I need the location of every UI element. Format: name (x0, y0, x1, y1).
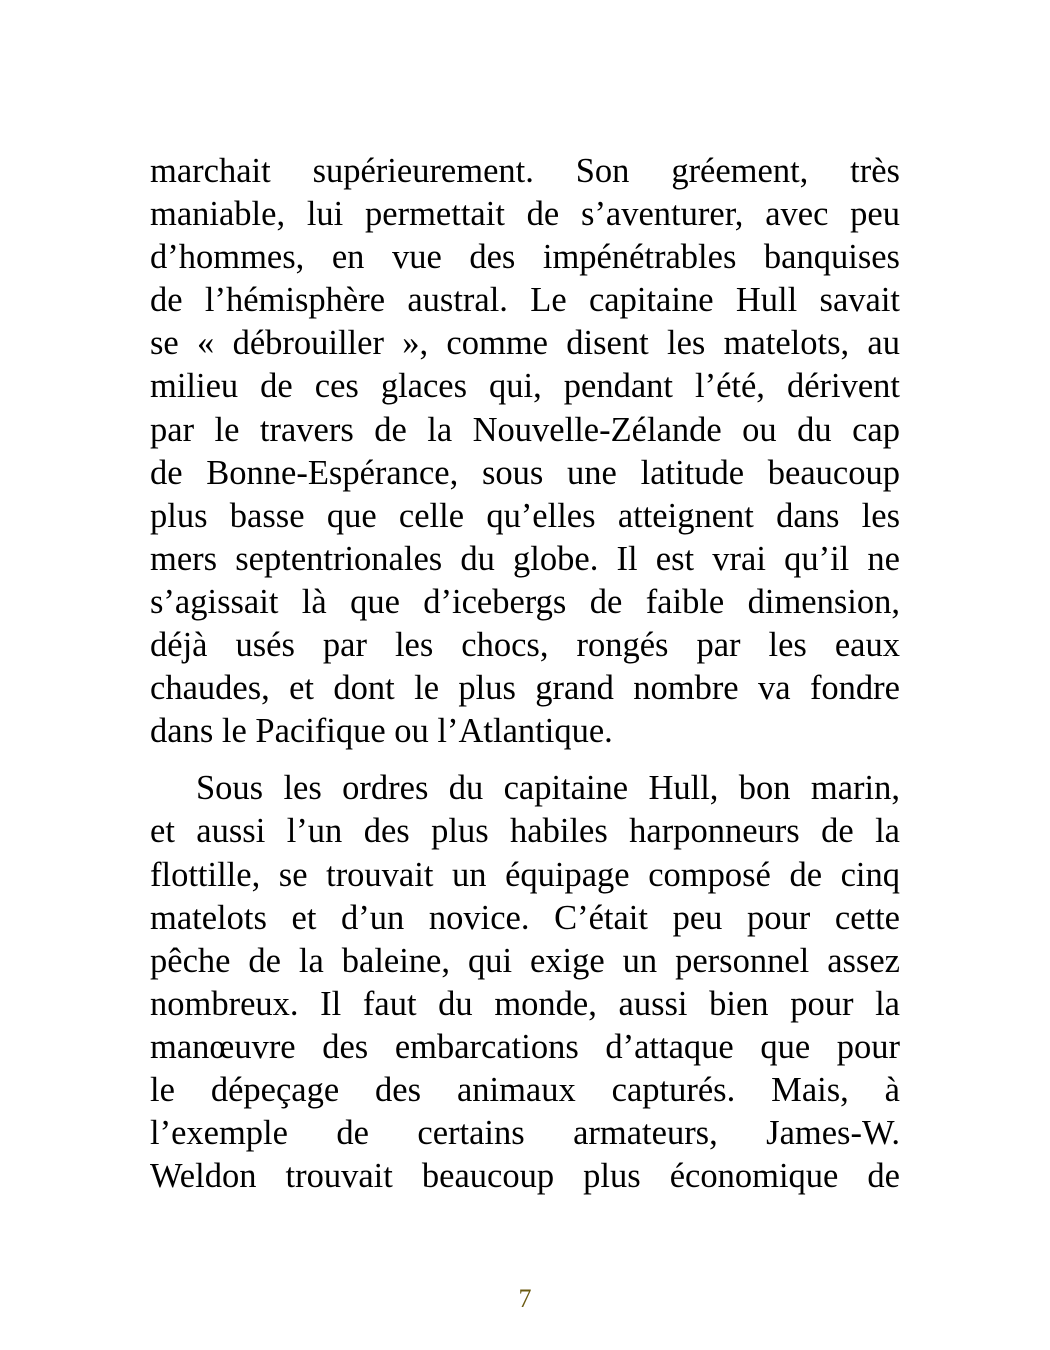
text-line: milieu de ces glaces qui, pendant l’été, dérivent (150, 367, 900, 406)
text-line: par le travers de la Nouvelle-Zélande ou du cap (150, 410, 900, 449)
text-line: matelots et d’un novice. C’était peu pour cette (150, 898, 900, 937)
text-line: chaudes, et dont le plus grand nombre va fondre (150, 669, 900, 708)
text-line: le dépeçage des animaux capturés. Mais, à (150, 1070, 900, 1109)
text-line: d’hommes, en vue des impénétrables banquises (150, 238, 900, 277)
text-line: Weldon trouvait beaucoup plus économique de (150, 1157, 900, 1196)
text-line: l’exemple de certains armateurs, James-W. (150, 1114, 900, 1153)
text-line: nombreux. Il faut du monde, aussi bien pour la (150, 984, 900, 1023)
text-line: marchait supérieurement. Son gréement, très (150, 152, 900, 190)
text-line: se « débrouiller », comme disent les matelots, au (150, 324, 900, 363)
page-body (150, 150, 900, 1198)
paragraph-2 (150, 767, 900, 1198)
text-line: manœuvre des embarcations d’attaque que pour (150, 1027, 900, 1066)
text-line: et aussi l’un des plus habiles harponneurs de la (150, 812, 900, 851)
text-line: pêche de la baleine, qui exige un personnel assez (150, 941, 900, 980)
text-line: de l’hémisphère austral. Le capitaine Hull savait (150, 281, 900, 320)
text-line: dans le Pacifique ou l’Atlantique. (150, 712, 613, 751)
text-line: Sous les ordres du capitaine Hull, bon marin, (196, 769, 900, 808)
text-line: mers septentrionales du globe. Il est vrai qu’il ne (150, 539, 900, 578)
text-line: déjà usés par les chocs, rongés par les eaux (150, 626, 900, 665)
paragraph-1 (150, 150, 900, 753)
text-line: maniable, lui permettait de s’aventurer, avec peu (150, 195, 900, 234)
text-line: de Bonne-Espérance, sous une latitude beaucoup (150, 453, 900, 492)
text-line: plus basse que celle qu’elles atteignent dans les (150, 496, 900, 535)
page-number: 7 (518, 1284, 532, 1313)
text-line: flottille, se trouvait un équipage composé de cinq (150, 855, 900, 894)
text-line: s’agissait là que d’icebergs de faible dimension, (150, 582, 900, 621)
